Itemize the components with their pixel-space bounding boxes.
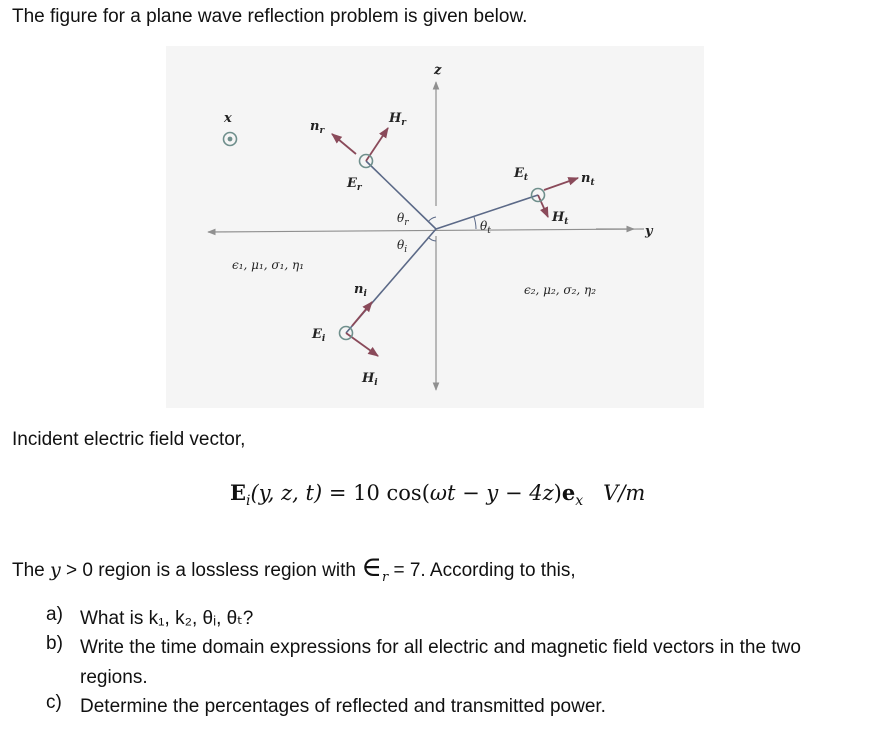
eq-close: ) [553,481,562,505]
theta-i-arc [428,237,436,241]
eq-E-symbol: E [230,480,247,505]
region2-params: ϵ₂, μ₂, σ₂, η₂ [524,283,597,297]
theta-i-label: $\theta_i$ [397,238,408,255]
eq-phase: ωt − y − 4z [429,481,554,505]
E-t-label: $E_t$ [514,166,529,183]
eq-unit-vector-sub: x [575,493,584,510]
eq-units: V/m [603,481,646,505]
x-axis-dot [228,137,233,142]
question-b: b) Write the time domain expressions for all electric and magnetic field vectors in the two regions. [46,633,801,688]
n-t-arrow [544,178,578,190]
n-r-arrow [332,134,356,154]
eq-coeff: 10 cos( [353,481,430,505]
H-r-label: $H_r$ [389,111,407,128]
H-t-label: $H_t$ [552,210,569,227]
E-i-label: $E_i$ [312,327,326,344]
n-t-label: $n_t$ [581,171,595,188]
epsilon-symbol: ∈ [361,550,382,583]
eq-E-sub: i [246,493,251,510]
axis-y-label: y [645,224,653,239]
eq-equals: = [322,481,354,505]
intro-text: The figure for a plane wave reflection problem is given below. [12,6,528,27]
theta-t-arc [474,217,476,229]
n-i-arrow [352,302,372,326]
question-a: a) What is k₁, k₂, θᵢ, θₜ? [46,604,254,629]
E-r-label: $E_r$ [347,176,362,193]
eq-args: (y, z, t) [250,481,323,505]
n-r-label: $n_r$ [310,119,325,136]
horizontal-axis [208,229,644,232]
axis-z-label: z [434,63,442,78]
wave-reflection-figure [166,46,704,408]
incident-label: Incident electric field vector, [12,429,246,450]
eq-unit-vector: e [561,480,576,505]
n-i-label: $n_i$ [354,282,367,299]
question-c: c) Determine the percentages of reflected and transmitted power. [46,692,606,717]
theta-r-label: $\theta_r$ [397,211,409,228]
H-i-label: $H_i$ [362,371,378,388]
x-label: x [224,111,232,126]
region-statement: The y > 0 region is a lossless region with $\in_r = 7$. According to this, [12,550,576,585]
incident-field-equation [230,480,645,509]
figure-svg [166,46,704,408]
region1-params: ϵ₁, μ₁, σ₁, η₁ [232,258,305,272]
theta-r-arc [428,217,436,222]
theta-t-label: $\theta_t$ [480,219,491,236]
